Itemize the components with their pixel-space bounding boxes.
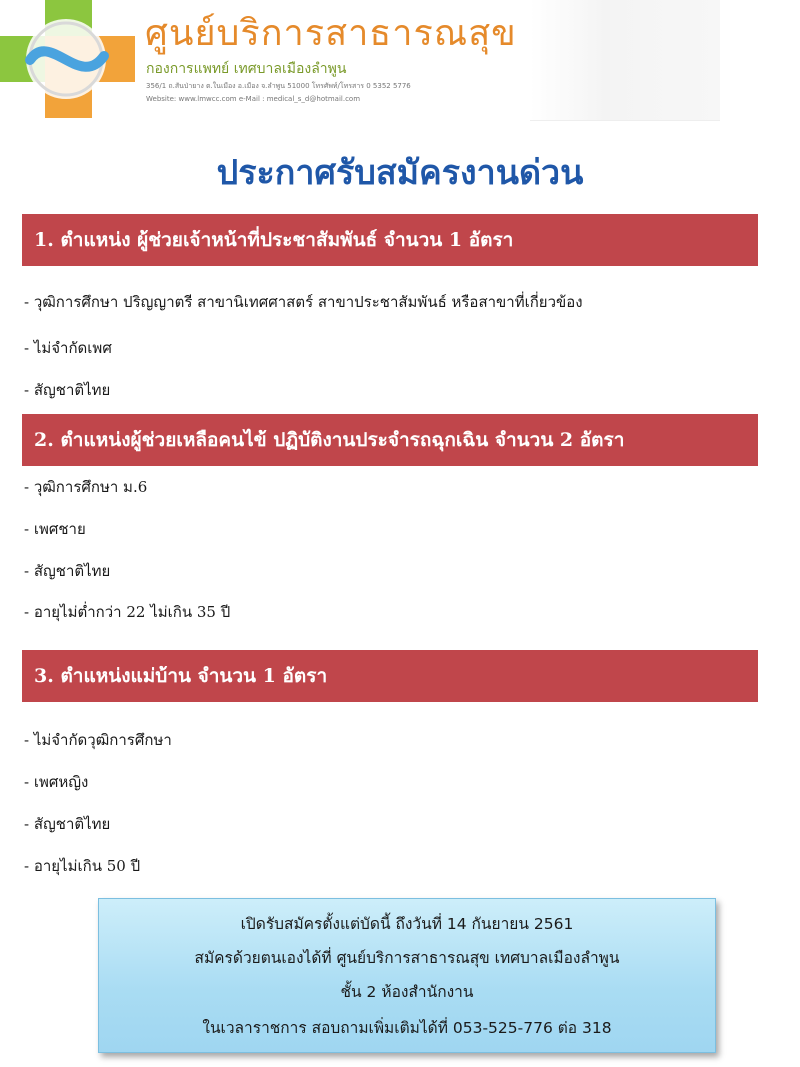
position-2-requirement: - เพศชาย [24,520,86,538]
header-decoration [530,0,720,121]
position-1-requirement: - สัญชาติไทย [24,381,111,399]
page-title: ประกาศรับสมัครงานด่วน [216,153,584,193]
application-floor: ชั้น 2 ห้องสำนักงาน [340,983,474,1001]
position-2-heading: 2. ตำแหน่งผู้ช่วยเหลือคนไข้ ปฏิบัติงานประจำรถฉุกเฉิน จำนวน 2 อัตรา [22,414,758,466]
org-address: 356/1 ถ.สันป่ายาง ต.ในเมือง อ.เมือง จ.ลำพูน 51000 โทรศัพท์/โทรสาร 0 5352 5776 [146,82,411,90]
position-3-requirement: - เพศหญิง [24,773,89,791]
org-division: กองการแพทย์ เทศบาลเมืองลำพูน [146,61,347,77]
position-2-requirement: - อายุไม่ต่ำกว่า 22 ไม่เกิน 35 ปี [24,603,231,621]
position-1-heading: 1. ตำแหน่ง ผู้ช่วยเจ้าหน้าที่ประชาสัมพันธ์ จำนวน 1 อัตรา [22,214,758,266]
application-location: สมัครด้วยตนเองได้ที่ ศูนย์บริการสาธารณสุข เทศบาลเมืองลำพูน [194,949,620,967]
position-3-requirement: - ไม่จำกัดวุฒิการศึกษา [24,731,172,749]
position-3-heading: 3. ตำแหน่งแม่บ้าน จำนวน 1 อัตรา [22,650,758,702]
position-3-requirement: - สัญชาติไทย [24,815,111,833]
contact-info: ในเวลาราชการ สอบถามเพิ่มเติมได้ที่ 053-525-776 ต่อ 318 [202,1019,612,1037]
position-2-requirement: - สัญชาติไทย [24,562,111,580]
org-website: Website: www.lmwcc.com e-Mail : medical_s_d@hotmail.com [146,95,361,103]
position-3-requirement: - อายุไม่เกิน 50 ปี [24,857,141,875]
org-name: ศูนย์บริการสาธารณสุข [145,13,517,54]
letterhead [0,0,800,125]
health-center-logo-icon [0,0,135,118]
application-period: เปิดรับสมัครตั้งแต่บัดนี้ ถึงวันที่ 14 กันยายน 2561 [240,915,574,933]
position-1-requirement: - วุฒิการศึกษา ปริญญาตรี สาขานิเทศศาสตร์ สาขาประชาสัมพันธ์ หรือสาขาที่เกี่ยวข้อง [24,293,583,311]
position-2-requirement: - วุฒิการศึกษา ม.6 [24,478,148,496]
position-1-requirement: - ไม่จำกัดเพศ [24,339,112,357]
application-info-box [98,898,716,1053]
